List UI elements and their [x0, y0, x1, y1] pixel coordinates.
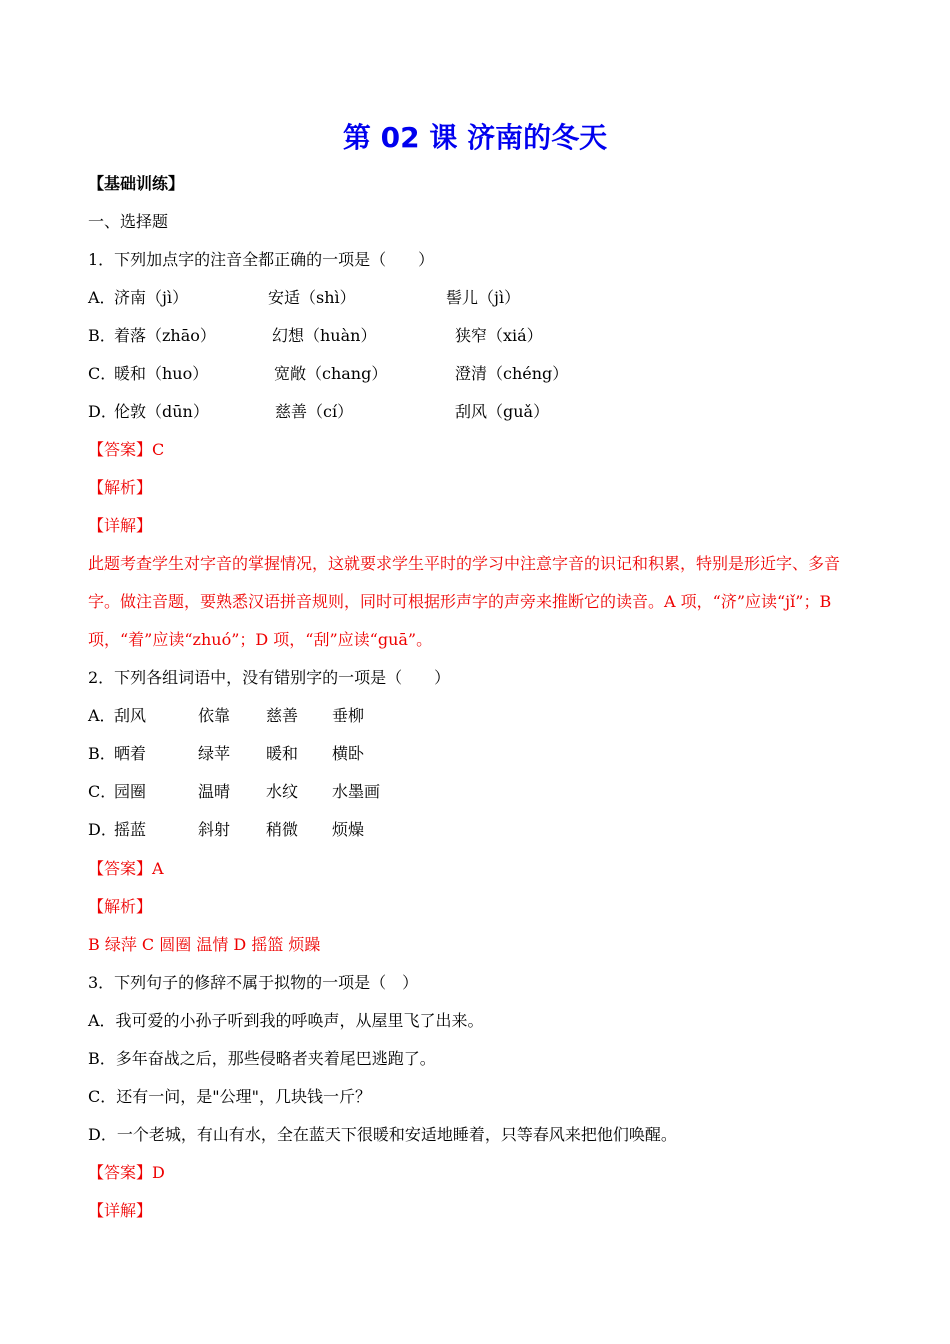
- page-title: 第 02 课 济南的冬天: [342, 121, 608, 154]
- q2-analysis-label: 【解析】: [88, 897, 153, 916]
- option-item: 慈善（cí）: [275, 402, 354, 421]
- q3-stem: 3．下列句子的修辞不属于拟物的一项是（ ）: [88, 973, 419, 992]
- q1-answer: 【答案】C: [88, 440, 165, 459]
- q3-option-a: A．我可爱的小孙子听到我的呼唤声，从屋里飞了出来。: [88, 1011, 484, 1030]
- q1-stem: 1．下列加点字的注音全都正确的一项是（ ）: [88, 250, 435, 269]
- option-item: 暖和（huo）: [114, 364, 209, 383]
- option-letter: B．: [88, 326, 116, 345]
- option-item: 慈善: [266, 706, 299, 725]
- q3-answer: 【答案】D: [88, 1163, 165, 1182]
- q1-analysis-label: 【解析】: [88, 478, 153, 497]
- option-item: 垂柳: [332, 706, 365, 725]
- option-item: 温晴: [198, 782, 231, 801]
- q2-detail-text: B 绿萍 C 圆圈 温情 D 摇篮 烦躁: [88, 935, 321, 954]
- q2-stem: 2．下列各组词语中，没有错别字的一项是（ ）: [88, 668, 451, 687]
- option-item: 烦燥: [332, 820, 365, 839]
- option-item: 幻想（huàn）: [272, 326, 377, 345]
- option-item: 伦敦（dūn）: [114, 402, 209, 421]
- option-item: 狭窄（xiá）: [455, 326, 543, 345]
- option-item: 济南（jì）: [114, 288, 189, 307]
- option-item: 水墨画: [332, 782, 381, 801]
- option-letter: A．: [88, 288, 116, 307]
- option-item: 摇蓝: [114, 820, 147, 839]
- q3-option-c: C．还有一问，是"公理"，几块钱一斤？: [88, 1087, 371, 1106]
- q3-option-b: B．多年奋战之后，那些侵略者夹着尾巴逃跑了。: [88, 1049, 436, 1068]
- q1-detail-text: 此题考查学生对字音的掌握情况，这就要求学生平时的学习中注意字音的识记和积累，特别是形近字、多音字。做注音题，要熟悉汉语拼音规则，同时可根据形声字的声旁来推断它的读音。A 项，“济”应读“jǐ”；B 项，“着”应读“zhuó”；D 项，“刮”应读“guā”。: [88, 554, 841, 649]
- option-item: 安适（shì）: [268, 288, 356, 307]
- option-letter: D．: [88, 402, 117, 421]
- option-letter: B．: [88, 744, 116, 763]
- option-item: 晒着: [114, 744, 147, 763]
- option-item: 澄清（chéng）: [455, 364, 569, 383]
- option-letter: D．: [88, 820, 117, 839]
- option-item: 依靠: [198, 706, 231, 725]
- q1-detail-label: 【详解】: [88, 516, 153, 535]
- option-item: 水纹: [266, 782, 299, 801]
- option-item: 横卧: [332, 744, 365, 763]
- option-item: 斜射: [198, 820, 231, 839]
- option-letter: C．: [88, 782, 117, 801]
- option-item: 宽敞（chang）: [274, 364, 388, 383]
- q2-answer: 【答案】A: [88, 859, 164, 878]
- option-item: 刮风: [114, 706, 147, 725]
- q3-detail-label: 【详解】: [88, 1201, 153, 1220]
- option-item: 园圈: [114, 782, 147, 801]
- option-item: 刮风（guǎ）: [455, 402, 550, 421]
- q3-option-d: D．一个老城，有山有水，全在蓝天下很暖和安适地睡着，只等春风来把他们唤醒。: [88, 1125, 677, 1144]
- option-item: 稍微: [266, 820, 299, 839]
- option-item: 绿苹: [198, 744, 231, 763]
- option-item: 着落（zhāo）: [114, 326, 216, 345]
- section-label: 【基础训练】: [88, 174, 185, 193]
- option-item: 髻儿（jì）: [446, 288, 521, 307]
- option-item: 暖和: [266, 744, 299, 763]
- part-label: 一、选择题: [88, 212, 169, 231]
- option-letter: A．: [88, 706, 116, 725]
- option-letter: C．: [88, 364, 117, 383]
